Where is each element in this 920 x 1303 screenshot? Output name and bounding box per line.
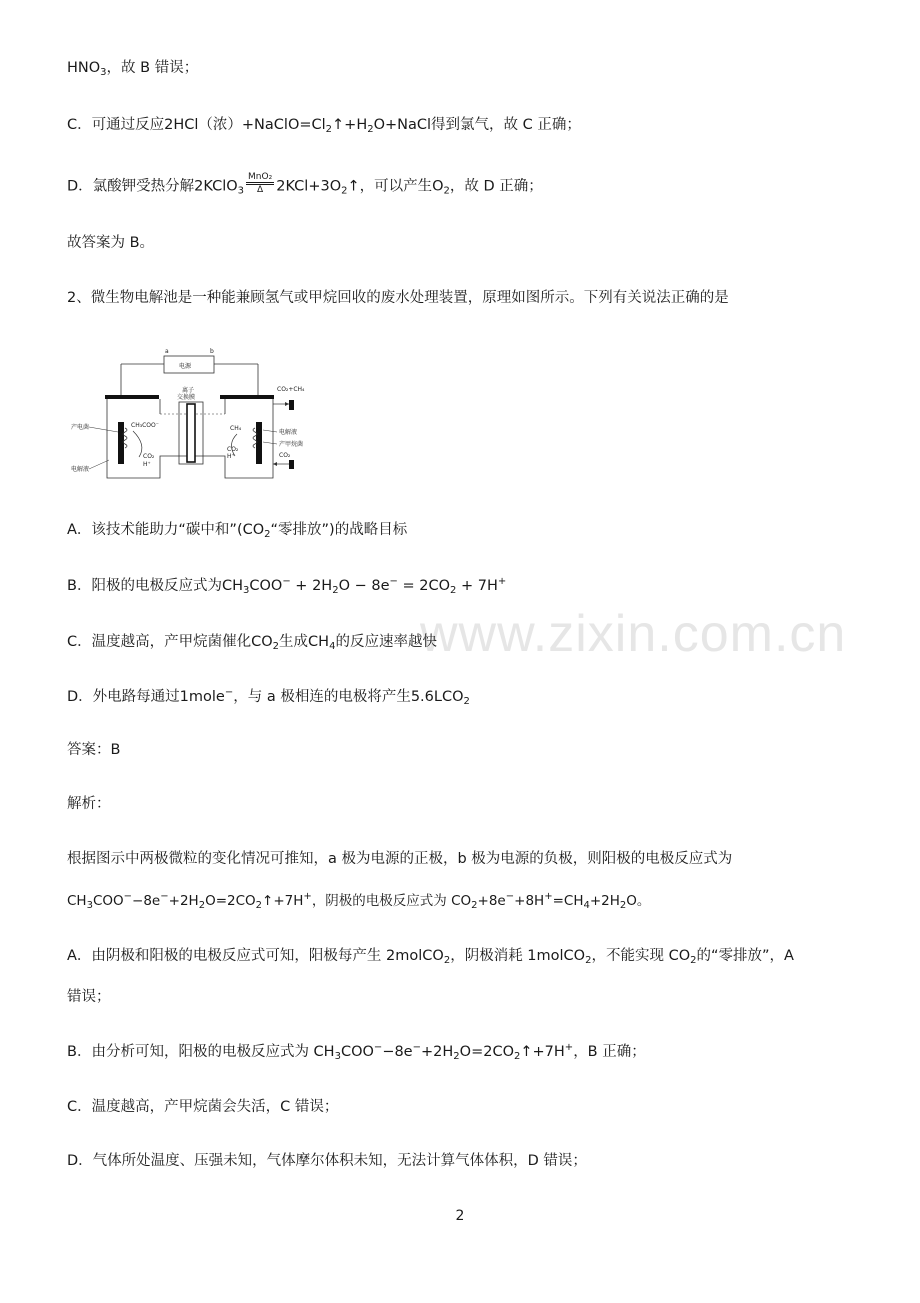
electrolysis-diagram <box>67 344 337 484</box>
explanation-1: 根据图示中两极微粒的变化情况可推知，a 极为电源的正极，b 极为电源的负极，则阳极的电极反应式为 <box>67 851 733 867</box>
line-option-d-reaction: D．氯酸钾受热分解2KClO$_3$ $\frac{\text{MnO₂}}{\Delta}$ $2KCl+3O_2↑$，可以产生$O_2$，故 D 正确； <box>67 172 543 197</box>
option-c: C．温度越高，产甲烷菌催化$CO_2$生成$CH_4$的反应速率越快 <box>67 634 437 652</box>
explanation-c: C．温度越高，产甲烷菌会失活，C 错误； <box>67 1099 339 1115</box>
reaction-condition: $\frac{\text{MnO₂}}{\Delta}$ <box>248 172 273 195</box>
ch4-label: CH₄ <box>230 425 242 432</box>
option-a: A．该技术能助力“碳中和$”(CO_2“$零排放”)的战略目标 <box>67 522 408 540</box>
membrane-label-2: 交换膜 <box>177 394 196 401</box>
co2-mid-label: CO₂ <box>227 446 239 453</box>
watermark: www.zixin.com.cn <box>420 605 847 663</box>
terminal-b-label: b <box>210 348 214 355</box>
h-mid-label: H⁺ <box>227 453 235 460</box>
line-hno3: $HNO_3$，故 B 错误； <box>67 60 199 78</box>
co2-in-label: CO₂ <box>279 452 291 459</box>
left-lid <box>105 395 159 399</box>
analysis-heading: 解析： <box>67 796 111 812</box>
answer: 答案：B <box>67 742 121 758</box>
page-number: 2 <box>455 1208 465 1224</box>
terminal-a-label: a <box>165 348 169 355</box>
ch3coo-label: CH₃COO⁻ <box>131 422 159 429</box>
h-left-label: H⁺ <box>143 461 151 468</box>
explanation-a-1: A．由阴极和阳极的电极反应式可知，阳极每产生 2molCO$_2$，阴极消耗 1molCO$_2$，不能实现 $CO_2$的“零排放”，A <box>67 948 794 966</box>
gas-out-label: CO₂+CH₄ <box>277 386 305 393</box>
methanogen-label: 产甲烷菌 <box>279 441 304 448</box>
option-b: B．阳极的电极反应式为$CH_3COO^- + 2H_2O - 8e^- = 2CO_2 + 7H^+$ <box>67 576 507 596</box>
option-d: D．外电路每通过1mole−，与 a 极相连的电极将产生$5.6LCO_2$ <box>67 687 470 707</box>
line-answer-b-prev: 故答案为 B。 <box>67 235 155 251</box>
left-electrolyte-label: 电解液 <box>71 466 90 473</box>
explanation-b: B．由分析可知，阳极的电极反应式为 $CH_3COO^--8e^-+2H_2O=2CO_2↑+7H^+$，B 正确； <box>67 1042 646 1062</box>
right-lid <box>220 395 274 399</box>
right-electrolyte-label: 电解液 <box>279 429 298 436</box>
line-option-c-reaction: C．可通过反应2HCl（浓）$+NaClO=Cl_2↑+H_2O+NaCl$得到氯气，故 C 正确； <box>67 117 581 135</box>
explanation-2: $CH_3COO^--8e^-+2H_2O=2CO_2↑+7H^+$，阴极的电极反应式为 $CO_2+8e^-+8H^+=CH_4+2H_2O$。 <box>67 891 651 911</box>
membrane-label-1: 离子 <box>182 387 195 394</box>
explanation-a-2: 错误； <box>67 989 111 1005</box>
co2-left-label: CO₂ <box>143 453 155 460</box>
chan-bacteria-label: 产电菌 <box>71 424 90 431</box>
explanation-d: D．气体所处温度、压强未知，气体摩尔体积未知，无法计算气体体积，D 错误； <box>67 1153 587 1169</box>
power-label: 电源 <box>179 363 192 370</box>
question-2: 2、微生物电解池是一种能兼顾氢气或甲烷回收的废水处理装置，原理如图所示。下列有关说法正确的是 <box>67 290 729 306</box>
